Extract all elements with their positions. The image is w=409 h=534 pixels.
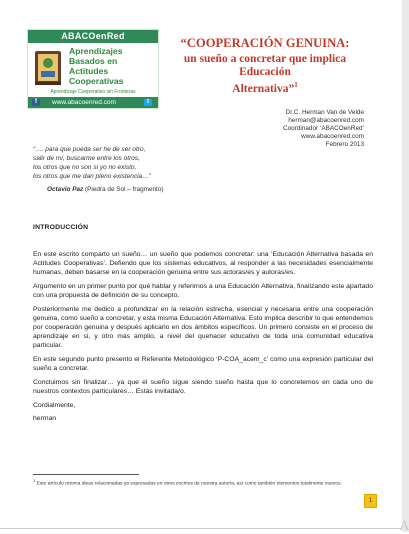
author-name: Dr.C. Herman Van de Velde — [285, 109, 364, 116]
footnote — [33, 478, 373, 488]
footnote-number: 1 — [33, 478, 36, 483]
title-line-1: “COOPERACIÓN GENUINA: — [180, 36, 350, 50]
epigraph-quote — [33, 145, 223, 181]
closing: Cordialmente, — [33, 402, 76, 409]
viewer-corner-glyph: A — [399, 519, 409, 534]
quote-line: “…. para que pueda ser he de ser otro, — [33, 146, 146, 153]
paragraph: Concluimos sin finalizar… ya que el sueño sigue siendo sueño hasta que lo concretemos en cada uno de nuestros contextos particulares… Estás invitada/o. — [33, 379, 373, 395]
author-role: Coordinador ‘ABACOenRed’ — [283, 125, 364, 132]
title-subtitle-end: Alternativa” — [232, 82, 295, 95]
signature: herman — [33, 415, 57, 422]
book-illustration-icon — [32, 47, 66, 87]
quote-author: Octavio Paz — [47, 186, 84, 193]
logo-brand: ABACOenRed — [61, 31, 125, 41]
viewer-scroll-gutter[interactable] — [399, 0, 409, 534]
abacoenred-logo — [27, 29, 159, 109]
logo-motto: Aprendizajes Basados en Actitudes Cooperativas — [69, 46, 124, 86]
paragraph: En este escrito comparto un sueño… un sueño que podemos concretar: una ‘Educación Alternativa basada en Actitudes Cooperativas’. Defiendo que los sistemas educativos, al responder a las necesidades esencialmente humanas, deben basarse en la cooperación genuina entre sus actoras/es y autoras/es. — [33, 251, 373, 276]
paragraph: Argumento en un primer punto por qué hablar y referirnos a una Educación Alternativa, finalizando este apartado con una propuesta de definición de su concepto. — [33, 283, 373, 299]
author-email[interactable]: herman@abacoenred.com — [288, 117, 364, 124]
author-site-link[interactable]: www.abacoenred.com — [301, 133, 364, 140]
footnote-text: Este artículo retoma ideas relacionadas ya expresadas en otros escritos de nuestra autoría, así como también elementos totalmente nuevos. — [36, 481, 342, 487]
logo-url: www.abacoenred.com — [52, 99, 116, 106]
logo-subtitle: Aprendizaje Cooperativo sin Fronteras — [50, 89, 136, 95]
section-heading: INTRODUCCIÓN — [33, 224, 89, 231]
body-text — [33, 250, 373, 427]
quote-line: los otros que me dan pleno existencia…” — [33, 173, 151, 180]
title-line-2 — [160, 53, 370, 96]
footnote-rule — [33, 474, 139, 475]
author-date: Febrero 2013 — [325, 141, 364, 148]
facebook-icon: f — [32, 99, 40, 106]
quote-attribution — [47, 186, 164, 193]
title-subtitle: un sueño a concretar que implica Educación — [183, 53, 347, 78]
quote-line: salir de mí, buscarme entre los otros, — [33, 155, 140, 162]
paragraph: En este segundo punto presento el Referente Metodológico ‘P-COA_acem_c’ como una expresión particular del sueño a concretar. — [33, 356, 373, 372]
quote-source: (Piedra de Sol – fragmento) — [85, 186, 164, 193]
title-footnote-ref: 1 — [294, 81, 298, 89]
paragraph: Posteriormente me dedico a profundizar en la relación estrecha, esencial y necesaria entre una cooperación genuina, como sueño a concretar, y esta misma Educación Alternativa. Esto implica describir lo que entendemos por cooperación genuina y después aplicarlo en dos ámbitos específicos. Un primero consiste en el proceso de aprendizaje en sí, y otro más amplio, a nivel del quehacer educativo de toda una comunidad educativa particular. — [33, 306, 373, 349]
page-number: 1 — [364, 494, 377, 508]
document-title — [160, 36, 370, 96]
author-block — [283, 109, 364, 149]
quote-line: los otros que no son si yo no existo, — [33, 164, 137, 171]
twitter-icon: t — [144, 99, 152, 106]
